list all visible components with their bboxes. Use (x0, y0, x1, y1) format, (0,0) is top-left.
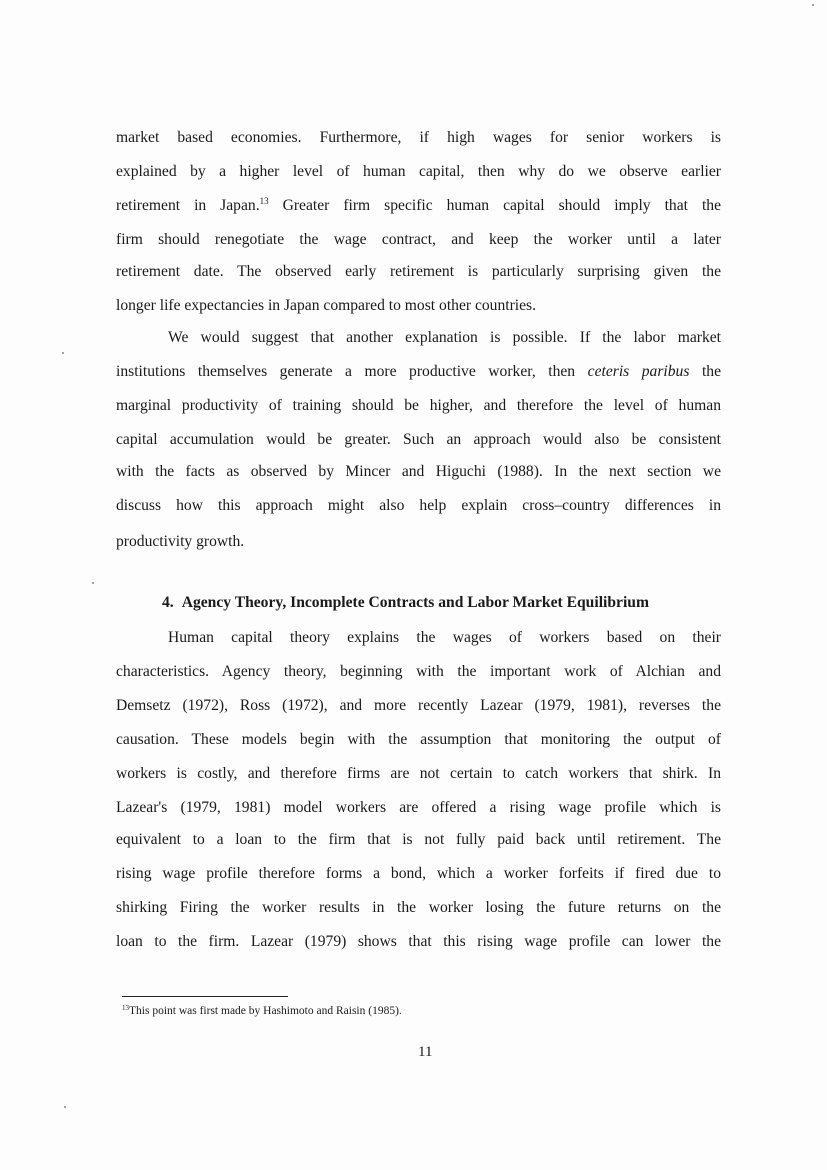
body-line: shirking Firing the worker results in the worker losing the future returns on the (116, 899, 721, 916)
body-line: characteristics. Agency theory, beginning with the important work of Alchian and (116, 663, 721, 680)
body-line (116, 196, 721, 216)
body-line: Human capital theory explains the wages of workers based on their (168, 629, 721, 646)
body-line: loan to the firm. Lazear (1979) shows that this rising wage profile can lower the (116, 933, 721, 950)
body-line (116, 362, 721, 382)
footnote-text: This point was first made by Hashimoto and Raisin (1985). (129, 1005, 402, 1017)
footnote-marker: 13 (122, 1004, 129, 1012)
footnote (122, 1004, 402, 1018)
scan-speck (812, 4, 814, 6)
body-text: retirement in Japan. (116, 197, 260, 214)
body-line: Demsetz (1972), Ross (1972), and more recently Lazear (1979, 1981), reverses the (116, 697, 721, 714)
body-line: retirement date. The observed early retirement is particularly surprising given the (116, 263, 721, 280)
body-line: equivalent to a loan to the firm that is not fully paid back until retirement. The (116, 831, 721, 848)
body-line: discuss how this approach might also help explain cross–country differences in (116, 497, 721, 514)
body-line: productivity growth. (116, 533, 245, 550)
body-line: rising wage profile therefore forms a bond, which a worker forfeits if fired due to (116, 865, 721, 882)
body-line: firm should renegotiate the wage contract, and keep the worker until a later (116, 231, 721, 248)
body-line: market based economies. Furthermore, if high wages for senior workers is (116, 129, 721, 146)
body-line: with the facts as observed by Mincer and Higuchi (1988). In the next section we (116, 463, 721, 480)
emphasis-text: ceteris paribus (587, 363, 690, 380)
footnote-rule (122, 996, 288, 997)
body-line: longer life expectancies in Japan compared to most other countries. (116, 297, 537, 314)
section-number: 4. (162, 594, 174, 611)
body-line: We would suggest that another explanation is possible. If the labor market (168, 329, 721, 346)
scan-speck (92, 582, 94, 584)
body-line: workers is costly, and therefore firms are not certain to catch workers that shirk. In (116, 765, 721, 782)
body-text: institutions themselves generate a more productive worker, then (116, 363, 588, 380)
body-line: explained by a higher level of human capital, then why do we observe earlier (116, 163, 721, 180)
body-line: capital accumulation would be greater. Such an approach would also be consistent (116, 431, 721, 448)
body-line: marginal productivity of training should be higher, and therefore the level of human (116, 397, 721, 414)
section-heading (162, 593, 649, 613)
footnote-ref: 13 (259, 196, 269, 206)
body-line: causation. These models begin with the assumption that monitoring the output of (116, 731, 721, 748)
page-number: 11 (418, 1044, 433, 1060)
body-line: Lazear's (1979, 1981) model workers are offered a rising wage profile which is (116, 799, 721, 816)
body-text: Greater firm specific human capital should imply that the (268, 197, 721, 214)
body-text: the (689, 363, 722, 380)
scan-speck (64, 1106, 66, 1108)
scan-speck (62, 352, 64, 354)
section-title: Agency Theory, Incomplete Contracts and Labor Market Equilibrium (181, 594, 649, 611)
